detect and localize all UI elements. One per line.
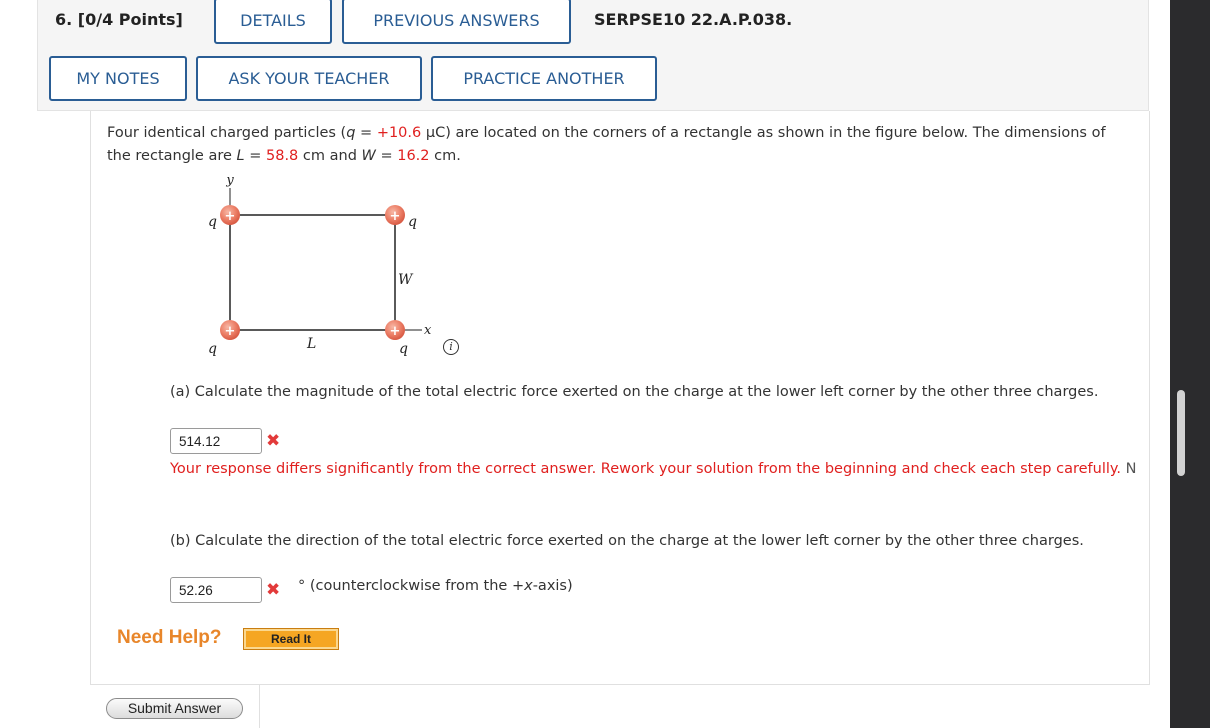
part-b-answer-input[interactable]: [170, 577, 262, 603]
details-button[interactable]: DETAILS: [214, 0, 332, 44]
x-axis-label: x: [424, 323, 432, 338]
charge-top-right: [385, 205, 405, 225]
info-icon[interactable]: i: [443, 339, 459, 355]
submit-answer-button[interactable]: Submit Answer: [106, 698, 243, 719]
ask-teacher-button[interactable]: ASK YOUR TEACHER: [196, 56, 422, 101]
L-value: 58.8: [266, 148, 299, 164]
W-value: 16.2: [397, 148, 430, 164]
q-value: +10.6: [376, 125, 422, 141]
charge-bottom-left: [220, 320, 240, 340]
read-it-button[interactable]: Read It: [243, 628, 339, 650]
part-a-feedback: Your response differs significantly from the correct answer. Rework your solution from the beginning and check each step carefully. N: [170, 461, 1137, 477]
previous-answers-button[interactable]: PREVIOUS ANSWERS: [342, 0, 571, 44]
y-axis-label: y: [226, 173, 234, 188]
incorrect-icon: ✖: [266, 580, 281, 600]
plus-sign: +: [224, 209, 236, 224]
part-a-unit: N: [1125, 461, 1137, 477]
part-a-prompt: (a) Calculate the magnitude of the total electric force exerted on the charge at the lower left corner by the other three charges.: [170, 384, 1099, 400]
charge-label-br: q: [399, 341, 408, 357]
part-b-prompt: (b) Calculate the direction of the total electric force exerted on the charge at the lower left corner by the other three charges.: [170, 533, 1084, 549]
problem-statement: Four identical charged particles (q = +10.6 μC) are located on the corners of a rectangle as shown in the figure below. The dimensions of the rectangle are L = 58.8 cm and W = 16.2 cm.: [107, 125, 1106, 164]
plus-sign: +: [224, 324, 236, 339]
width-label: W: [398, 272, 413, 288]
practice-another-button[interactable]: PRACTICE ANOTHER: [431, 56, 657, 101]
my-notes-button[interactable]: MY NOTES: [49, 56, 187, 101]
charge-top-left: [220, 205, 240, 225]
plus-sign: +: [389, 209, 401, 224]
part-b-unit: ° (counterclockwise from the +x-axis): [298, 578, 573, 594]
charge-label-tr: q: [408, 214, 417, 230]
question-id: SERPSE10 22.A.P.038.: [594, 10, 793, 29]
need-help-label: Need Help?: [117, 627, 222, 648]
length-label: L: [307, 336, 317, 352]
charge-label-bl: q: [208, 341, 217, 357]
charge-bottom-right: [385, 320, 405, 340]
question-number: 6. [0/4 Points]: [55, 10, 183, 29]
plus-sign: +: [389, 324, 401, 339]
scrollbar-thumb[interactable]: [1177, 390, 1185, 476]
charge-label-tl: q: [208, 214, 217, 230]
incorrect-icon: ✖: [266, 431, 281, 451]
part-a-answer-input[interactable]: [170, 428, 262, 454]
charge-rectangle-figure: [190, 170, 440, 360]
scrollbar-track: [1170, 0, 1210, 728]
